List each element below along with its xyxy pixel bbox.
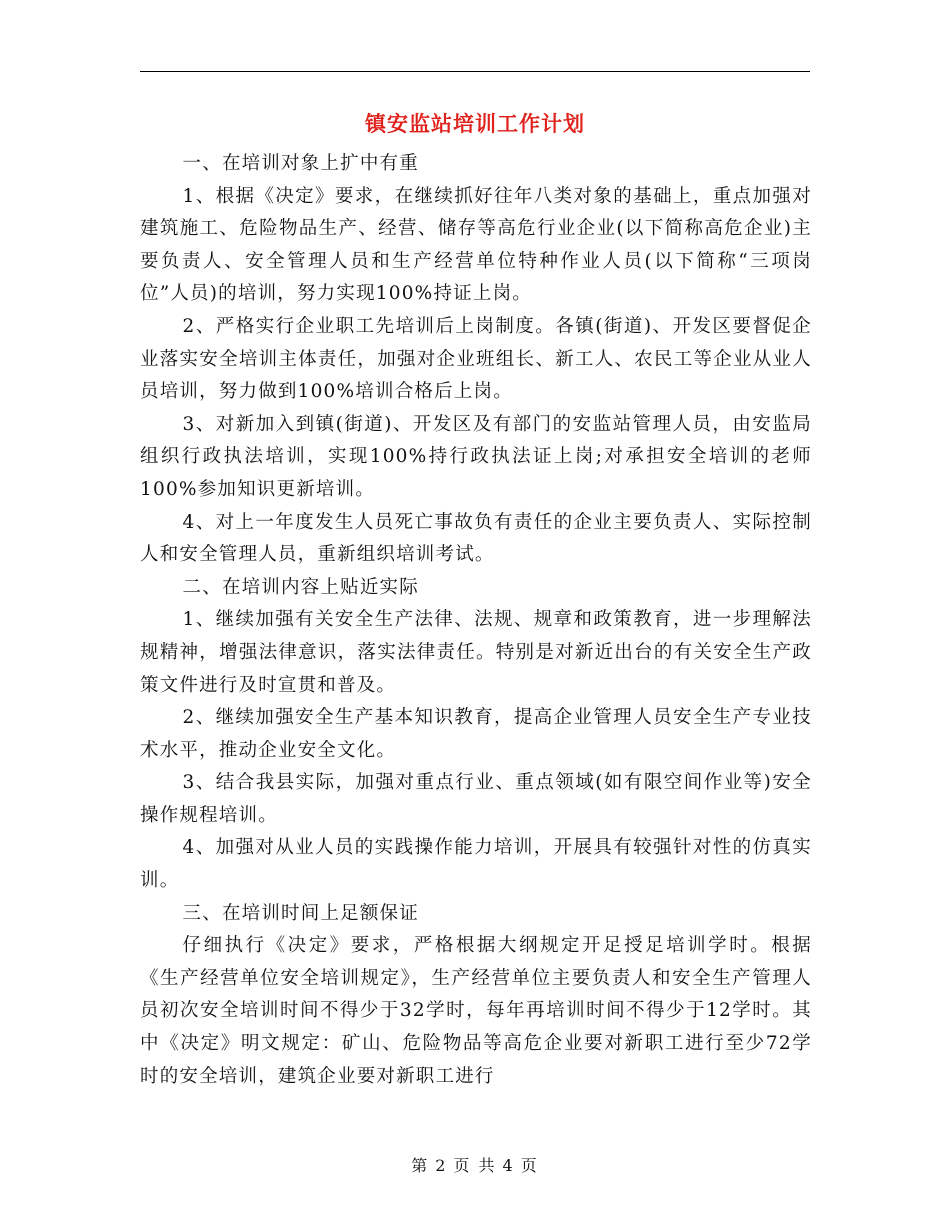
section-heading: 一、在培训对象上扩中有重 [182, 153, 419, 174]
document-body [140, 148, 812, 1093]
paragraph: 1、根据《决定》要求，在继续抓好往年八类对象的基础上，重点加强对建筑施工、危险物品生产、经营、储存等高危行业企业(以下简称高危企业)主要负责人、安全管理人员和生产经营单位特种作业人员(以下简称“三项岗位”人员)的培训，努力实现100%持证上岗。 [140, 185, 812, 305]
paragraph: 4、加强对从业人员的实践操作能力培训，开展具有较强针对性的仿真实训。 [140, 837, 812, 892]
paragraph: 1、继续加强有关安全生产法律、法规、规章和政策教育，进一步理解法规精神，增强法律意识，落实法律责任。特别是对新近出台的有关安全生产政策文件进行及时宣贯和普及。 [140, 609, 812, 696]
footer-total-pages: 4 [502, 1156, 515, 1175]
paragraph: 2、严格实行企业职工先培训后上岗制度。各镇(街道)、开发区要督促企业落实安全培训主体责任，加强对企业班组长、新工人、农民工等企业从业人员培训，努力做到100%培训合格后上岗。 [140, 315, 812, 403]
paragraph: 3、结合我县实际，加强对重点行业、重点领域(如有限空间作业等)安全操作规程培训。 [140, 772, 812, 826]
paragraph: 4、对上一年度发生人员死亡事故负有责任的企业主要负责人、实际控制人和安全管理人员，重新组织培训考试。 [140, 511, 812, 566]
paragraph: 2、继续加强安全生产基本知识教育，提高企业管理人员安全生产专业技术水平，推动企业安全文化。 [140, 707, 812, 761]
footer-label-page: 第 [411, 1156, 430, 1175]
footer-label-of: 页 共 [453, 1156, 497, 1175]
page-footer [0, 1153, 950, 1176]
footer-current-page: 2 [435, 1156, 448, 1175]
header-rule [140, 71, 810, 72]
section-heading: 三、在培训时间上足额保证 [182, 902, 419, 924]
footer-label-end: 页 [520, 1156, 539, 1175]
paragraph: 仔细执行《决定》要求，严格根据大纲规定开足授足培训学时。根据《生产经营单位安全培训规定》，生产经营单位主要负责人和安全生产管理人员初次安全培训时间不得少于32学时，每年再培训时间不得少于12学时。其中《决定》明文规定：矿山、危险物品等高危企业要对新职工进行至少72学时的安全培训，建筑企业要对新职工进行 [140, 935, 812, 1087]
section-heading: 二、在培训内容上贴近实际 [182, 576, 419, 598]
paragraph: 3、对新加入到镇(街道)、开发区及有部门的安监站管理人员，由安监局组织行政执法培训，实现100%持行政执法证上岗;对承担安全培训的老师100%参加知识更新培训。 [140, 413, 812, 500]
document-title: 镇安监站培训工作计划 [365, 111, 585, 136]
